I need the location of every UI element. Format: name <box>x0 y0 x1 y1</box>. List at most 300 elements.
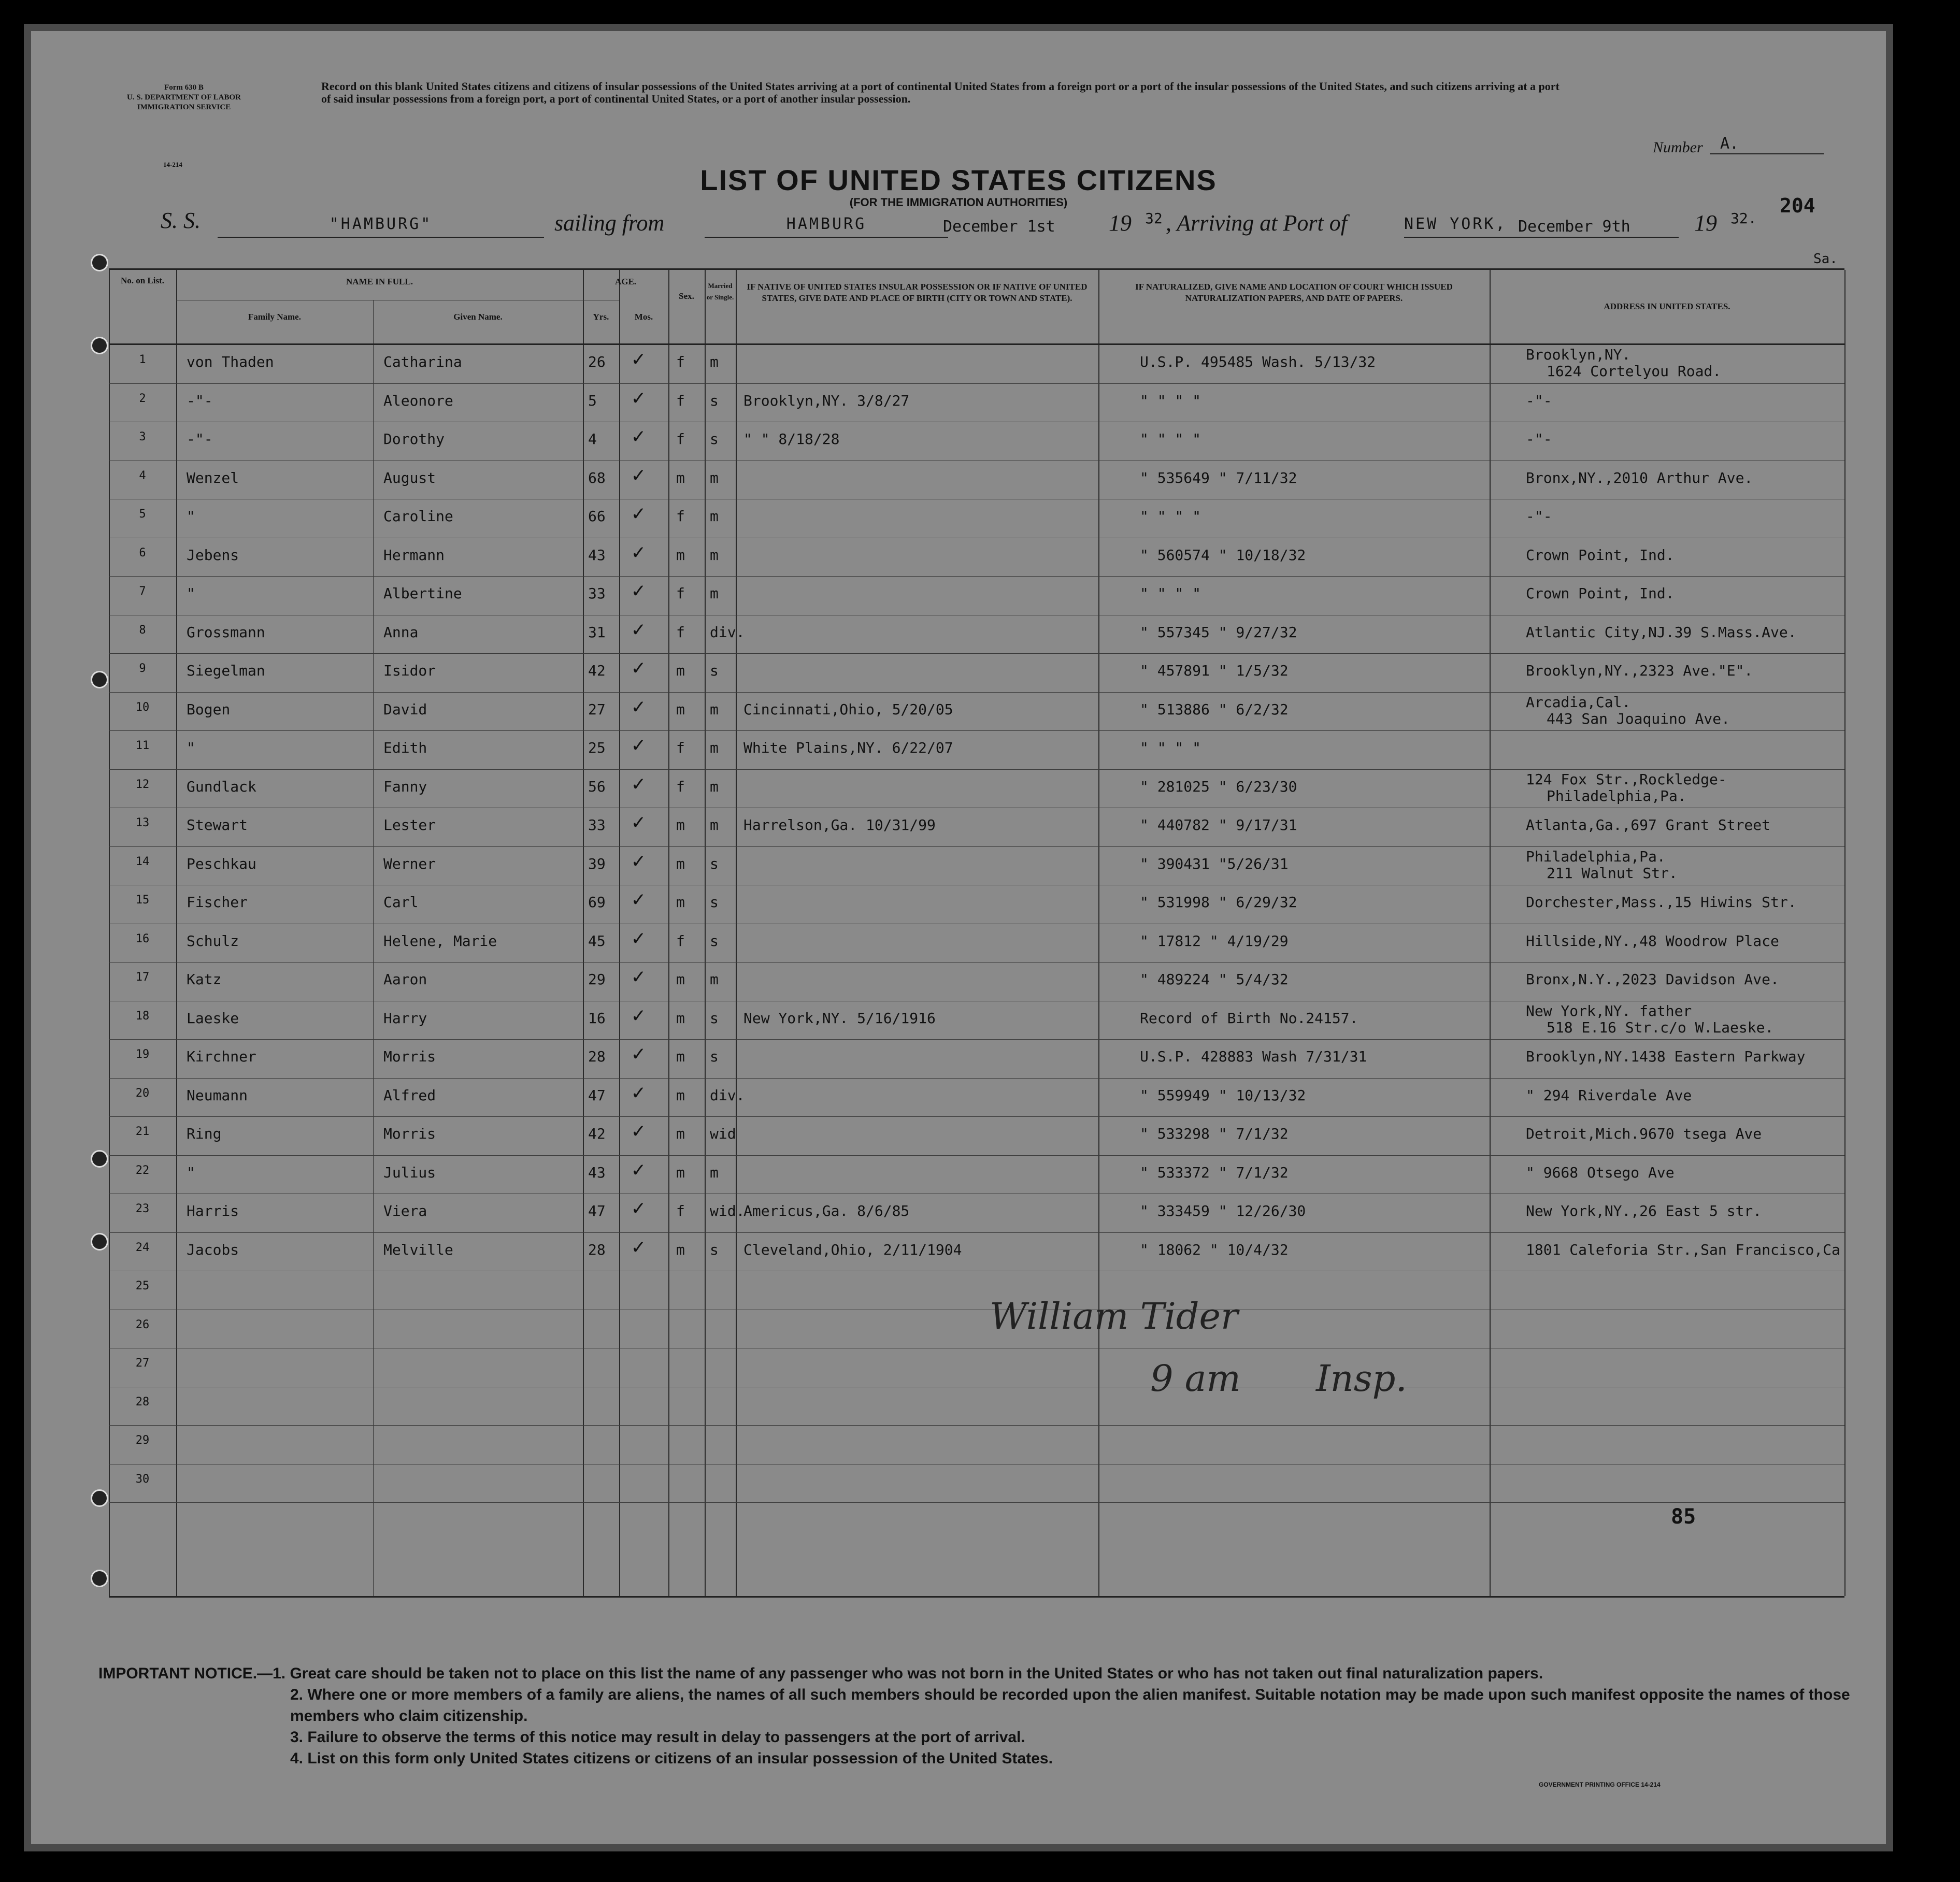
cell-given: Fanny <box>383 778 427 795</box>
cell-age: 31 <box>588 623 606 641</box>
binder-hole <box>91 1233 108 1251</box>
cell-age: 4 <box>588 430 597 448</box>
check-mark-icon: ✓ <box>632 771 645 796</box>
cell-given: Dorothy <box>383 430 445 448</box>
cell-nat: " " " " <box>1140 430 1201 448</box>
cell-sex: f <box>676 623 685 641</box>
cell-n: 28 <box>135 1395 150 1409</box>
cell-addr: 1801 Caleforia Str.,San Francisco,Ca <box>1526 1241 1840 1258</box>
cell-given: Aaron <box>383 971 427 988</box>
cell-n: 2 <box>139 392 146 405</box>
cell-ms: s <box>710 392 719 409</box>
cell-sex: m <box>676 855 685 872</box>
cell-addr: Bronx,N.Y.,2023 Davidson Ave. <box>1526 971 1779 988</box>
check-mark-icon: ✓ <box>632 617 645 641</box>
cell-n: 25 <box>135 1280 150 1292</box>
form-code: 14-214 <box>163 161 182 168</box>
departure-port: HAMBURG <box>705 215 948 238</box>
col-header-birth: IF NATIVE OF UNITED STATES INSULAR POSSESSION OR IF NATIVE OF UNITED STATES, GIVE DATE AND PLACE OF BIRTH (CITY OR TOWN AND STATE). <box>747 282 1088 303</box>
cell-family: Laeske <box>187 1009 239 1027</box>
sailing-label: sailing from <box>554 210 665 236</box>
cell-sex: f <box>676 932 685 950</box>
cell-given: Morris <box>383 1125 436 1142</box>
cell-nat: " 557345 " 9/27/32 <box>1140 623 1297 641</box>
cell-addr: 124 Fox Str.,Rockledge- <box>1526 770 1727 788</box>
cell-addr: Brooklyn,NY. <box>1526 346 1631 363</box>
cell-nat: " 535649 " 7/11/32 <box>1140 469 1297 486</box>
cell-addr: -"- <box>1526 508 1552 525</box>
cell-addr: -"- <box>1526 430 1552 448</box>
binder-hole <box>91 1570 108 1587</box>
cell-family: Neumann <box>187 1086 248 1104</box>
passenger-table <box>109 268 1844 1598</box>
form-identifier <box>98 83 269 112</box>
arrival-date: December 9th <box>1518 218 1630 236</box>
cell-ms: m <box>710 353 719 370</box>
department-name: U. S. DEPARTMENT OF LABOR <box>126 93 241 102</box>
cell-nat: " " " " <box>1140 739 1201 756</box>
col-header-married: Married or Single. <box>706 282 734 301</box>
row-divider <box>109 1039 1844 1040</box>
cell-sex: m <box>676 1241 685 1258</box>
row-divider <box>109 653 1844 654</box>
arrival-year-prefix: 19 <box>1694 210 1717 236</box>
cell-addr: Atlantic City,NJ.39 S.Mass.Ave. <box>1526 623 1797 641</box>
binder-hole <box>91 337 108 354</box>
check-mark-icon: ✓ <box>632 926 645 950</box>
cell-age: 47 <box>588 1086 606 1104</box>
check-mark-icon: ✓ <box>632 347 645 371</box>
cell-nat: " 559949 " 10/13/32 <box>1140 1086 1306 1104</box>
cell-age: 33 <box>588 585 606 602</box>
col-header-naturalized: IF NATURALIZED, GIVE NAME AND LOCATION OF COURT WHICH ISSUED NATURALIZATION PAPERS, AND DATE OF PAPERS. <box>1135 282 1453 303</box>
cell-sex: m <box>676 971 685 988</box>
cell-age: 39 <box>588 855 606 872</box>
cell-age: 42 <box>588 662 606 679</box>
cell-given: Julius <box>383 1163 436 1181</box>
check-mark-icon: ✓ <box>632 463 645 487</box>
col-header-address: ADDRESS IN UNITED STATES. <box>1604 301 1730 311</box>
ship-name: "HAMBURG" <box>218 215 544 238</box>
cell-ms: m <box>710 700 719 718</box>
cell-sex: f <box>676 778 685 795</box>
cell-sex: f <box>676 353 685 370</box>
binder-hole <box>91 1150 108 1168</box>
cell-age: 33 <box>588 816 606 834</box>
cell-given: Edith <box>383 739 427 756</box>
check-mark-icon: ✓ <box>632 579 645 602</box>
cell-ms: m <box>710 971 719 988</box>
cell-addr: Dorchester,Mass.,15 Hiwins Str. <box>1526 894 1797 911</box>
cell-family: Kirchner <box>187 1048 256 1065</box>
cell-family: Grossmann <box>187 623 265 641</box>
cell-nat: U.S.P. 495485 Wash. 5/13/32 <box>1140 353 1376 370</box>
cell-ms: s <box>710 1241 719 1258</box>
cell-sex: f <box>676 508 685 525</box>
cell-family: " <box>187 1163 195 1181</box>
cell-age: 56 <box>588 778 606 795</box>
cell-nat: " 533298 " 7/1/32 <box>1140 1125 1289 1142</box>
cell-given: Werner <box>383 855 436 872</box>
cell-addr: " 294 Riverdale Ave <box>1526 1086 1692 1104</box>
cell-n: 12 <box>135 778 150 791</box>
row-divider <box>109 1078 1844 1079</box>
cell-age: 42 <box>588 1125 606 1142</box>
cell-n: 22 <box>135 1163 150 1177</box>
cell-nat: " 17812 " 4/19/29 <box>1140 932 1289 950</box>
cell-age: 68 <box>588 469 606 486</box>
cell-sex: m <box>676 1009 685 1027</box>
cell-sex: m <box>676 1125 685 1142</box>
row-divider <box>109 1502 1844 1503</box>
cell-nat: " 560574 " 10/18/32 <box>1140 546 1306 564</box>
cell-nat: " 533372 " 7/1/32 <box>1140 1163 1289 1181</box>
cell-n: 26 <box>135 1318 150 1331</box>
check-mark-icon: ✓ <box>632 810 645 834</box>
check-mark-icon: ✓ <box>632 733 645 757</box>
cell-n: 27 <box>135 1357 150 1370</box>
cell-birth: White Plains,NY. 6/22/07 <box>743 739 953 756</box>
notice-item-4: 4. List on this form only United States citizens or citizens of an insular possession of the United States. <box>290 1750 1053 1767</box>
cell-birth: Harrelson,Ga. 10/31/99 <box>743 816 936 834</box>
cell-given: Anna <box>383 623 419 641</box>
cell-given: Alfred <box>383 1086 436 1104</box>
page-subtitle: (FOR THE IMMIGRATION AUTHORITIES) <box>849 196 1068 209</box>
cell-addr: Crown Point, Ind. <box>1526 546 1675 564</box>
cell-age: 29 <box>588 971 606 988</box>
row-divider <box>109 576 1844 577</box>
cell-n: 16 <box>135 932 150 945</box>
cell-age: 25 <box>588 739 606 756</box>
row-divider <box>109 1155 1844 1156</box>
cell-ms: div. <box>710 1086 745 1104</box>
cell-family: Schulz <box>187 932 239 950</box>
check-mark-icon: ✓ <box>632 540 645 564</box>
col-header-age: AGE. <box>614 277 637 286</box>
cell-family: Fischer <box>187 894 248 911</box>
cell-n: 21 <box>135 1125 150 1138</box>
cell-addr: Detroit,Mich.9670 tsega Ave <box>1526 1125 1762 1142</box>
cell-family: Bogen <box>187 700 231 718</box>
cell-n: 17 <box>135 971 150 984</box>
inspector-signature-note: 9 am <box>1150 1357 1241 1400</box>
cell-nat: " " " " <box>1140 392 1201 409</box>
cell-family: Harris <box>187 1202 239 1219</box>
row-divider <box>109 1116 1844 1117</box>
cell-ms: m <box>710 469 719 486</box>
cell-ms: s <box>710 1009 719 1027</box>
cell-age: 69 <box>588 894 606 911</box>
cell-nat: " 513886 " 6/2/32 <box>1140 700 1289 718</box>
cell-n: 8 <box>139 623 146 637</box>
cell-nat: " 18062 " 10/4/32 <box>1140 1241 1289 1258</box>
cell-given: Helene, Marie <box>383 932 497 950</box>
col-header-number: No. on List. <box>120 276 165 285</box>
cell-age: 5 <box>588 392 597 409</box>
cell-given: August <box>383 469 436 486</box>
cell-given: Hermann <box>383 546 445 564</box>
cell-birth: Cleveland,Ohio, 2/11/1904 <box>743 1241 962 1258</box>
cell-given: David <box>383 700 427 718</box>
cell-sex: f <box>676 392 685 409</box>
check-mark-icon: ✓ <box>632 1157 645 1182</box>
number-label: Number <box>1653 139 1703 156</box>
check-mark-icon: ✓ <box>632 1003 645 1027</box>
cell-n: 11 <box>135 739 150 752</box>
cell-ms: m <box>710 739 719 756</box>
notice-item-3: 3. Failure to observe the terms of this notice may result in delay to passengers at the port of arrival. <box>290 1729 1025 1746</box>
row-divider <box>109 1425 1844 1426</box>
cell-age: 47 <box>588 1202 606 1219</box>
cell-ms: s <box>710 662 719 679</box>
binder-hole <box>91 254 108 271</box>
cell-addr: Philadelphia,Pa. <box>1526 847 1666 865</box>
cell-sex: f <box>676 1202 685 1219</box>
cell-sex: m <box>676 1048 685 1065</box>
cell-n: 19 <box>135 1048 150 1061</box>
cell-addr2: 1624 Cortelyou Road. <box>1547 363 1722 380</box>
notice-heading: IMPORTANT NOTICE. <box>98 1665 257 1682</box>
col-header-sex: Sex. <box>679 291 694 301</box>
cell-n: 1 <box>139 353 146 366</box>
check-mark-icon: ✓ <box>632 965 645 988</box>
manifest-sheet <box>31 31 1886 1844</box>
cell-given: Aleonore <box>383 392 453 409</box>
footer-number: 85 <box>1671 1505 1696 1529</box>
cell-addr: Brooklyn,NY.1438 Eastern Parkway <box>1526 1048 1806 1065</box>
cell-given: Carl <box>383 894 419 911</box>
cell-family: " <box>187 585 195 602</box>
row-divider <box>109 769 1844 770</box>
check-mark-icon: ✓ <box>632 887 645 911</box>
check-mark-icon: ✓ <box>632 501 645 525</box>
cell-family: Peschkau <box>187 855 256 872</box>
cell-given: Isidor <box>383 662 436 679</box>
cell-age: 43 <box>588 546 606 564</box>
cell-given: Viera <box>383 1202 427 1219</box>
row-divider <box>109 846 1844 847</box>
cell-nat: " 281025 " 6/23/30 <box>1140 778 1297 795</box>
check-mark-icon: ✓ <box>632 1196 645 1220</box>
cell-given: Melville <box>383 1241 453 1258</box>
cell-addr: " 9668 Otsego Ave <box>1526 1163 1675 1181</box>
cell-addr: Arcadia,Cal. <box>1526 693 1631 711</box>
cell-age: 66 <box>588 508 606 525</box>
row-divider <box>109 730 1844 731</box>
form-number: Form 630 B <box>164 83 204 92</box>
cell-family: Jacobs <box>187 1241 239 1258</box>
cell-addr: Atlanta,Ga.,697 Grant Street <box>1526 816 1771 834</box>
cell-family: Stewart <box>187 816 248 834</box>
cell-addr2: 443 San Joaquino Ave. <box>1547 710 1730 727</box>
cell-sex: f <box>676 430 685 448</box>
cell-n: 24 <box>135 1241 150 1254</box>
cell-age: 45 <box>588 932 606 950</box>
cell-age: 27 <box>588 700 606 718</box>
cell-family: Jebens <box>187 546 239 564</box>
cell-nat: " 489224 " 5/4/32 <box>1140 971 1289 988</box>
cell-given: Albertine <box>383 585 462 602</box>
cell-ms: div. <box>710 623 745 641</box>
cell-n: 20 <box>135 1086 150 1100</box>
cell-ms: s <box>710 430 719 448</box>
row-divider <box>109 692 1844 693</box>
row-divider <box>109 383 1844 384</box>
cell-sex: m <box>676 1163 685 1181</box>
cell-addr2: Philadelphia,Pa. <box>1547 787 1686 804</box>
cell-nat: " 333459 " 12/26/30 <box>1140 1202 1306 1219</box>
check-mark-icon: ✓ <box>632 424 645 448</box>
cell-n: 7 <box>139 585 146 598</box>
row-divider <box>109 1232 1844 1233</box>
cell-birth: Cincinnati,Ohio, 5/20/05 <box>743 700 953 718</box>
check-mark-icon: ✓ <box>632 1042 645 1066</box>
cell-sex: m <box>676 662 685 679</box>
cell-nat: Record of Birth No.24157. <box>1140 1009 1358 1027</box>
cell-n: 5 <box>139 508 146 521</box>
arrival-year: 32. <box>1730 210 1757 227</box>
sa-note: Sa. <box>1813 251 1838 267</box>
cell-n: 29 <box>135 1434 150 1447</box>
binder-hole <box>91 1489 108 1507</box>
cell-nat: " " " " <box>1140 508 1201 525</box>
cell-family: Siegelman <box>187 662 265 679</box>
cell-ms: s <box>710 894 719 911</box>
cell-ms: m <box>710 1163 719 1181</box>
cell-ms: wid. <box>710 1202 745 1219</box>
check-mark-icon: ✓ <box>632 1080 645 1104</box>
departure-date: December 1st <box>943 218 1055 236</box>
cell-addr: -"- <box>1526 392 1552 409</box>
col-header-family: Family Name. <box>248 312 301 322</box>
cell-birth: New York,NY. 5/16/1916 <box>743 1009 936 1027</box>
page-number: 204 <box>1780 194 1815 217</box>
col-header-years: Yrs. <box>593 312 609 322</box>
col-header-given: Given Name. <box>453 312 503 322</box>
cell-n: 30 <box>135 1472 150 1486</box>
cell-family: Gundlack <box>187 778 256 795</box>
cell-n: 6 <box>139 546 146 559</box>
service-name: IMMIGRATION SERVICE <box>137 103 231 111</box>
cell-n: 14 <box>135 855 150 868</box>
cell-nat: " 390431 "5/26/31 <box>1140 855 1289 872</box>
cell-sex: m <box>676 816 685 834</box>
notice-item-1: —1. Great care should be taken not to place on this list the name of any passenger who was not born in the United States or who has not taken out final naturalization papers. <box>257 1665 1543 1682</box>
page-title: LIST OF UNITED STATES CITIZENS <box>700 164 1217 196</box>
cell-given: Catharina <box>383 353 462 370</box>
cell-family: " <box>187 739 195 756</box>
cell-family: Katz <box>187 971 222 988</box>
cell-family: " <box>187 508 195 525</box>
cell-age: 26 <box>588 353 606 370</box>
cell-given: Morris <box>383 1048 436 1065</box>
departure-year: 32 <box>1145 210 1163 227</box>
cell-family: Wenzel <box>187 469 239 486</box>
cell-sex: m <box>676 894 685 911</box>
cell-birth: " " 8/18/28 <box>743 430 840 448</box>
cell-n: 13 <box>135 816 150 829</box>
cell-nat: " 440782 " 9/17/31 <box>1140 816 1297 834</box>
cell-birth: Brooklyn,NY. 3/8/27 <box>743 392 910 409</box>
cell-n: 18 <box>135 1009 150 1023</box>
cell-sex: f <box>676 585 685 602</box>
cell-nat: " 531998 " 6/29/32 <box>1140 894 1297 911</box>
col-header-name: NAME IN FULL. <box>346 277 413 286</box>
cell-n: 3 <box>139 430 146 443</box>
cell-sex: f <box>676 739 685 756</box>
binder-hole <box>91 671 108 688</box>
cell-addr: New York,NY. father <box>1526 1002 1692 1019</box>
cell-sex: m <box>676 546 685 564</box>
form-instructions: Record on this blank United States citizens and citizens of insular possessions of the United States arriving at a port of continental United States from a foreign port or a port of the insular possessions of the United States, and such citizens arriving at a port of said insular possessions from a foreign port, a port of continental United States, or a port of another insular possession. <box>321 80 1560 105</box>
cell-ms: m <box>710 585 719 602</box>
cell-ms: s <box>710 1048 719 1065</box>
cell-ms: s <box>710 932 719 950</box>
cell-nat: U.S.P. 428883 Wash 7/31/31 <box>1140 1048 1367 1065</box>
check-mark-icon: ✓ <box>632 849 645 873</box>
cell-addr: Brooklyn,NY.,2323 Ave."E". <box>1526 662 1753 679</box>
cell-given: Harry <box>383 1009 427 1027</box>
cell-n: 15 <box>135 894 150 907</box>
cell-given: Caroline <box>383 508 453 525</box>
notice-item-2: 2. Where one or more members of a family are aliens, the names of all such members should be recorded upon the alien manifest. Suitable notation may be made upon such manifest opposite the names of those members who claim citizenship. <box>290 1686 1850 1725</box>
cell-age: 16 <box>588 1009 606 1027</box>
cell-n: 9 <box>139 662 146 675</box>
departure-year-prefix: 19 <box>1109 210 1132 236</box>
cell-addr2: 211 Walnut Str. <box>1547 864 1678 882</box>
cell-n: 23 <box>135 1202 150 1215</box>
cell-nat: " 457891 " 1/5/32 <box>1140 662 1289 679</box>
cell-given: Lester <box>383 816 436 834</box>
check-mark-icon: ✓ <box>632 656 645 680</box>
cell-sex: m <box>676 700 685 718</box>
cell-family: von Thaden <box>187 353 274 370</box>
ss-label: S. S. <box>161 208 201 233</box>
cell-age: 28 <box>588 1048 606 1065</box>
cell-family: Ring <box>187 1125 222 1142</box>
important-notice <box>98 1663 1860 1769</box>
cell-ms: wid <box>710 1125 736 1142</box>
cell-ms: m <box>710 778 719 795</box>
cell-addr2: 518 E.16 Str.c/o W.Laeske. <box>1547 1018 1774 1036</box>
cell-family: -"- <box>187 430 213 448</box>
cell-family: -"- <box>187 392 213 409</box>
cell-ms: m <box>710 546 719 564</box>
check-mark-icon: ✓ <box>632 385 645 410</box>
cell-addr: Bronx,NY.,2010 Arthur Ave. <box>1526 469 1753 486</box>
cell-birth: Americus,Ga. 8/6/85 <box>743 1202 910 1219</box>
cell-sex: m <box>676 1086 685 1104</box>
check-mark-icon: ✓ <box>632 1119 645 1143</box>
check-mark-icon: ✓ <box>632 694 645 719</box>
cell-addr: Hillside,NY.,48 Woodrow Place <box>1526 932 1779 950</box>
cell-addr: New York,NY.,26 East 5 str. <box>1526 1202 1762 1219</box>
cell-ms: m <box>710 508 719 525</box>
arriving-label: , Arriving at Port of <box>1166 210 1347 236</box>
check-mark-icon: ✓ <box>632 1234 645 1259</box>
arrival-port: NEW YORK, <box>1404 215 1679 238</box>
printer-imprint: GOVERNMENT PRINTING OFFICE 14-214 <box>1539 1781 1661 1788</box>
cell-ms: s <box>710 855 719 872</box>
cell-nat: " " " " <box>1140 585 1201 602</box>
cell-n: 10 <box>135 700 150 714</box>
cell-addr: Crown Point, Ind. <box>1526 585 1675 602</box>
col-header-months: Mos. <box>634 312 653 322</box>
cell-ms: m <box>710 816 719 834</box>
cell-n: 4 <box>139 469 146 482</box>
cell-age: 43 <box>588 1163 606 1181</box>
cell-sex: m <box>676 469 685 486</box>
